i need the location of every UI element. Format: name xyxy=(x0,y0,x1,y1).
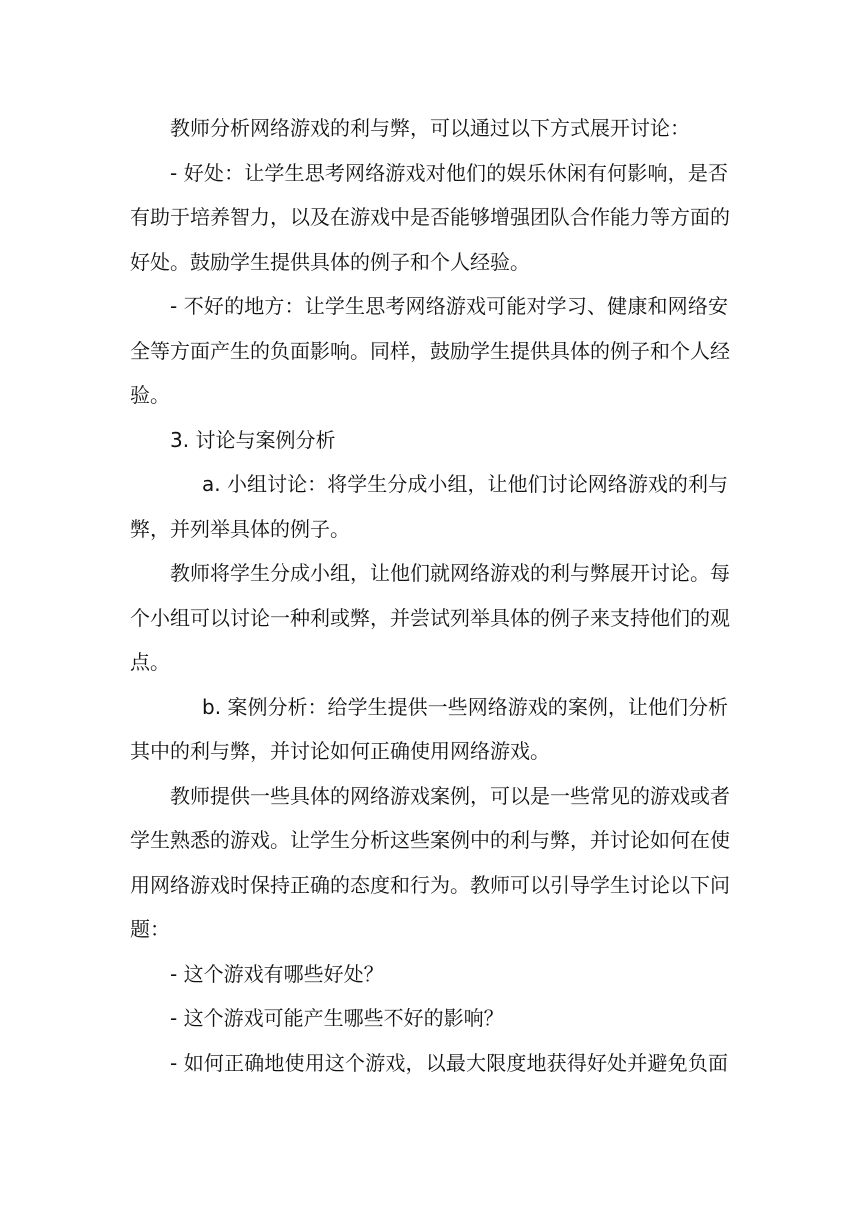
text-line: 用网络游戏时保持正确的态度和行为。教师可以引导学生讨论以下问 xyxy=(130,872,730,897)
question-item xyxy=(130,996,730,1041)
text-line: - 不好的地方：让学生思考网络游戏可能对学习、健康和网络安 xyxy=(170,294,728,318)
paragraph-benefits xyxy=(130,151,730,285)
text-line: 全等方面产生的负面影响。同样，鼓励学生提供具体的例子和个人经 xyxy=(130,338,730,363)
paragraph-group-discussion-detail xyxy=(130,551,730,685)
text-line: 学生熟悉的游戏。让学生分析这些案例中的利与弊，并讨论如何在使 xyxy=(130,828,730,852)
question-item xyxy=(130,952,730,997)
text-line: 其中的利与弊，并讨论如何正确使用网络游戏。 xyxy=(130,739,550,763)
question-item xyxy=(130,1041,730,1086)
text-line: 验。 xyxy=(130,383,170,407)
document-body xyxy=(130,106,730,1085)
text-line: a. 小组讨论：将学生分成小组，让他们讨论网络游戏的利与 xyxy=(202,472,728,496)
section-heading xyxy=(130,418,730,463)
text-line: - 这个游戏可能产生哪些不好的影响？ xyxy=(170,1006,504,1030)
text-line: 个小组可以讨论一种利或弊，并尝试列举具体的例子来支持他们的观 xyxy=(130,605,730,630)
text-line: 点。 xyxy=(130,650,170,674)
text-line: 教师提供一些具体的网络游戏案例，可以是一些常见的游戏或者 xyxy=(170,783,730,808)
paragraph-intro xyxy=(130,106,730,151)
text-line: b. 案例分析：给学生提供一些网络游戏的案例，让他们分析 xyxy=(202,694,728,719)
paragraph-group-discussion xyxy=(130,462,730,551)
text-line: 好处。鼓励学生提供具体的例子和个人经验。 xyxy=(130,249,530,274)
text-line: 有助于培养智力，以及在游戏中是否能够增强团队合作能力等方面的 xyxy=(130,205,730,229)
paragraph-drawbacks xyxy=(130,284,730,418)
text-line: - 好处：让学生思考网络游戏对他们的娱乐休闲有何影响，是否 xyxy=(170,160,728,185)
text-line: - 如何正确地使用这个游戏，以最大限度地获得好处并避免负面 xyxy=(170,1050,728,1075)
paragraph-case-analysis xyxy=(130,685,730,774)
text-line: 题： xyxy=(130,917,170,941)
text-line: 弊，并列举具体的例子。 xyxy=(130,516,350,541)
text-line: - 这个游戏有哪些好处？ xyxy=(170,961,384,986)
text-line: 3. 讨论与案例分析 xyxy=(170,427,336,452)
paragraph-case-analysis-detail xyxy=(130,774,730,952)
text-line: 教师将学生分成小组，让他们就网络游戏的利与弊展开讨论。每 xyxy=(170,561,730,585)
text-line: 教师分析网络游戏的利与弊，可以通过以下方式展开讨论： xyxy=(170,116,690,140)
